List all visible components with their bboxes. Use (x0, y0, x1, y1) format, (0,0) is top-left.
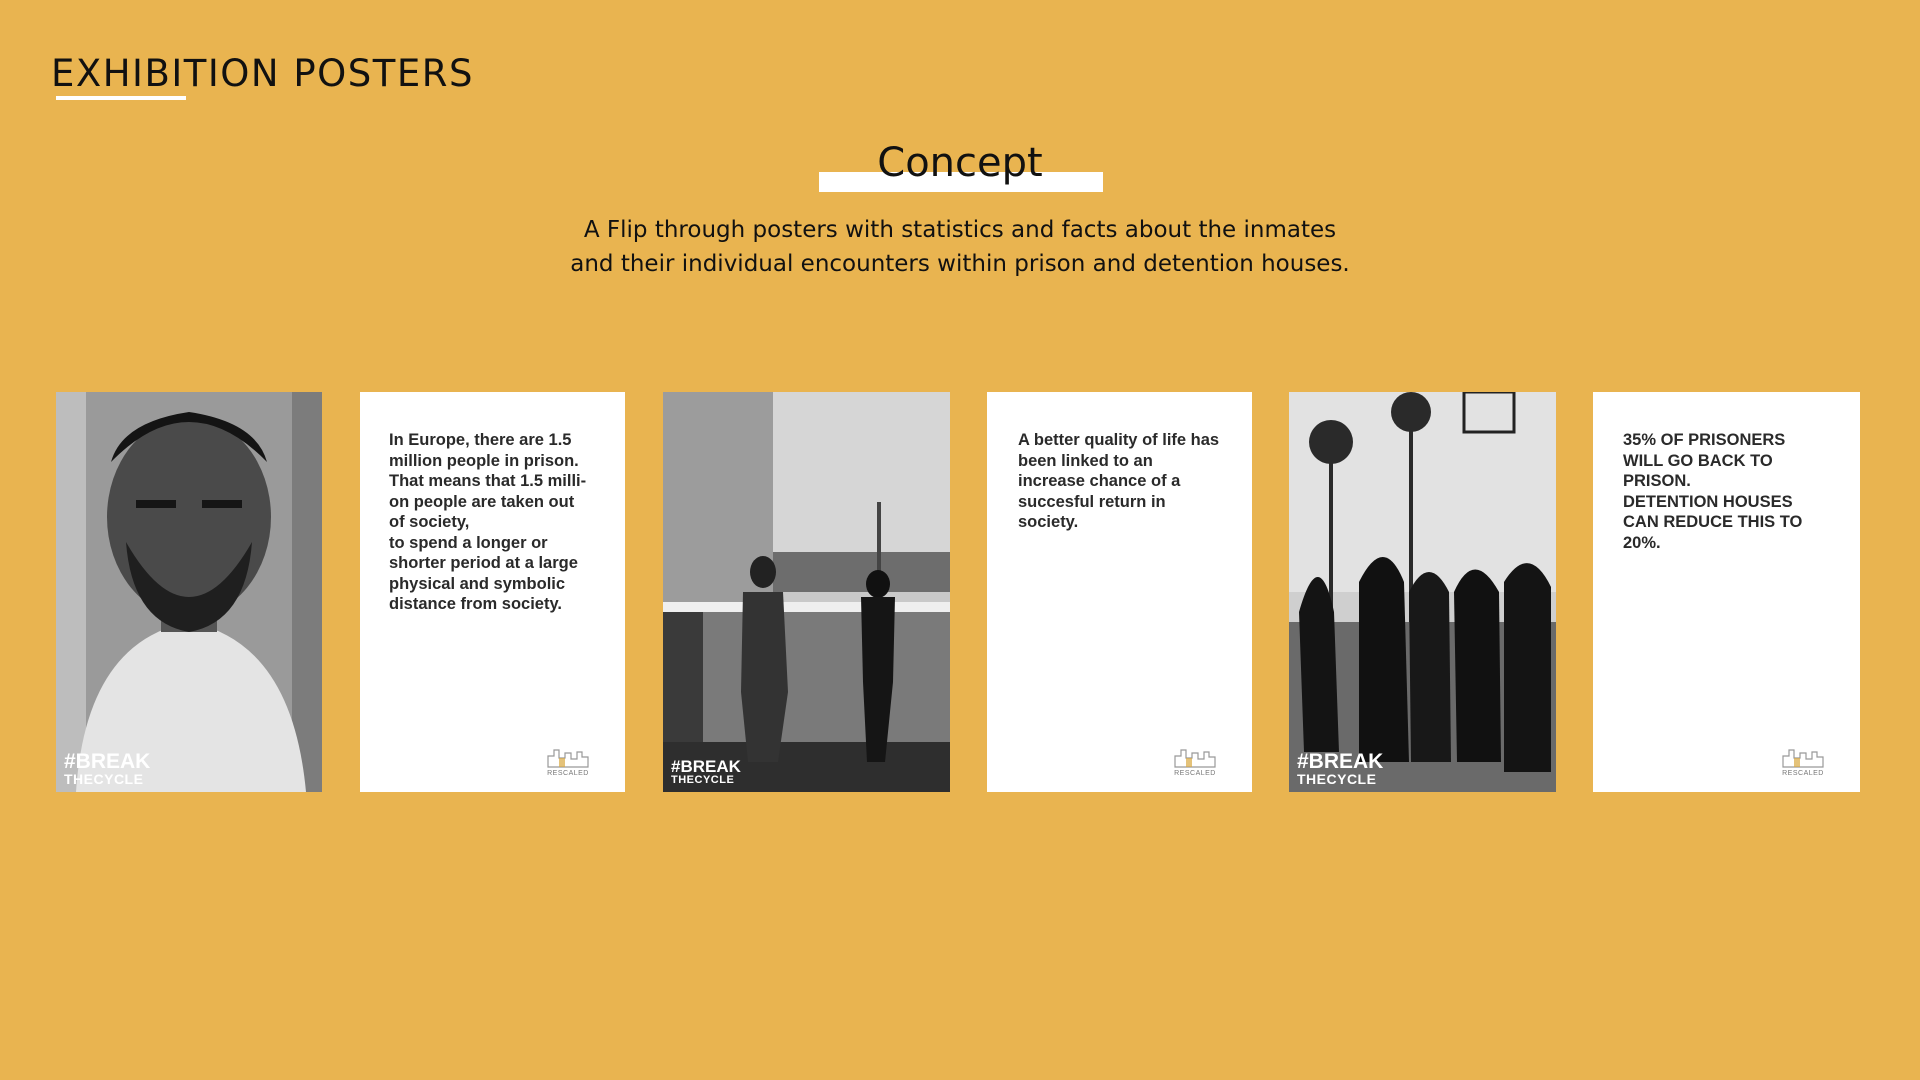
poster-1-portrait[interactable] (56, 392, 322, 792)
poster-4-quality-of-life[interactable] (987, 392, 1252, 792)
poster-6-recidivism[interactable] (1593, 392, 1860, 792)
concept-line-1: A Flip through posters with statistics and facts about the inmates (583, 217, 1337, 243)
hashtag-logo (64, 751, 150, 786)
concept-line-2: and their individual encounters within prison and detention houses. (570, 251, 1350, 277)
portrait-photo (56, 392, 322, 792)
rescaled-logo (1172, 746, 1218, 776)
hashtag-logo (671, 758, 741, 786)
poster-text: In Europe, there are 1.5 million people in prison. That means that 1.5 milli- on people are taken out of society, to spend a longer or shorter period at a large physical and symbolic distance from society. (389, 431, 587, 613)
concept-heading: Concept (877, 140, 1043, 186)
hashtag-logo (1297, 751, 1383, 786)
poster-text: A better quality of life has been linked to an increase chance of a succesful return in society. (1018, 431, 1220, 531)
hashtag-line-2: THECYCLE (671, 774, 735, 786)
poster-3-rooftop[interactable] (663, 392, 950, 792)
hashtag-line-1: #BREAK (1297, 750, 1384, 773)
hashtag-line-2: THECYCLE (1297, 771, 1377, 787)
logo-label: RESCALED (1782, 770, 1824, 777)
poster-5-group[interactable] (1289, 392, 1556, 792)
city-skyline-icon (1780, 746, 1826, 768)
hashtag-line-1: #BREAK (64, 750, 151, 773)
rescaled-logo (1780, 746, 1826, 776)
page-title: EXHIBITION POSTERS (51, 52, 474, 95)
city-skyline-icon (1172, 746, 1218, 768)
logo-label: RESCALED (1174, 770, 1216, 777)
concept-description (0, 213, 1920, 281)
city-skyline-icon (545, 746, 591, 768)
hashtag-line-1: #BREAK (671, 757, 741, 776)
logo-label: RESCALED (547, 770, 589, 777)
poster-text: 35% OF PRISONERS WILL GO BACK TO PRISON. DETENTION HOUSES CAN REDUCE THIS TO 20%. (1623, 431, 1803, 552)
group-photo (1289, 392, 1556, 792)
poster-2-statistics[interactable] (360, 392, 625, 792)
hashtag-line-2: THECYCLE (64, 771, 144, 787)
title-underline (56, 96, 186, 100)
rooftop-photo (663, 392, 950, 792)
rescaled-logo (545, 746, 591, 776)
